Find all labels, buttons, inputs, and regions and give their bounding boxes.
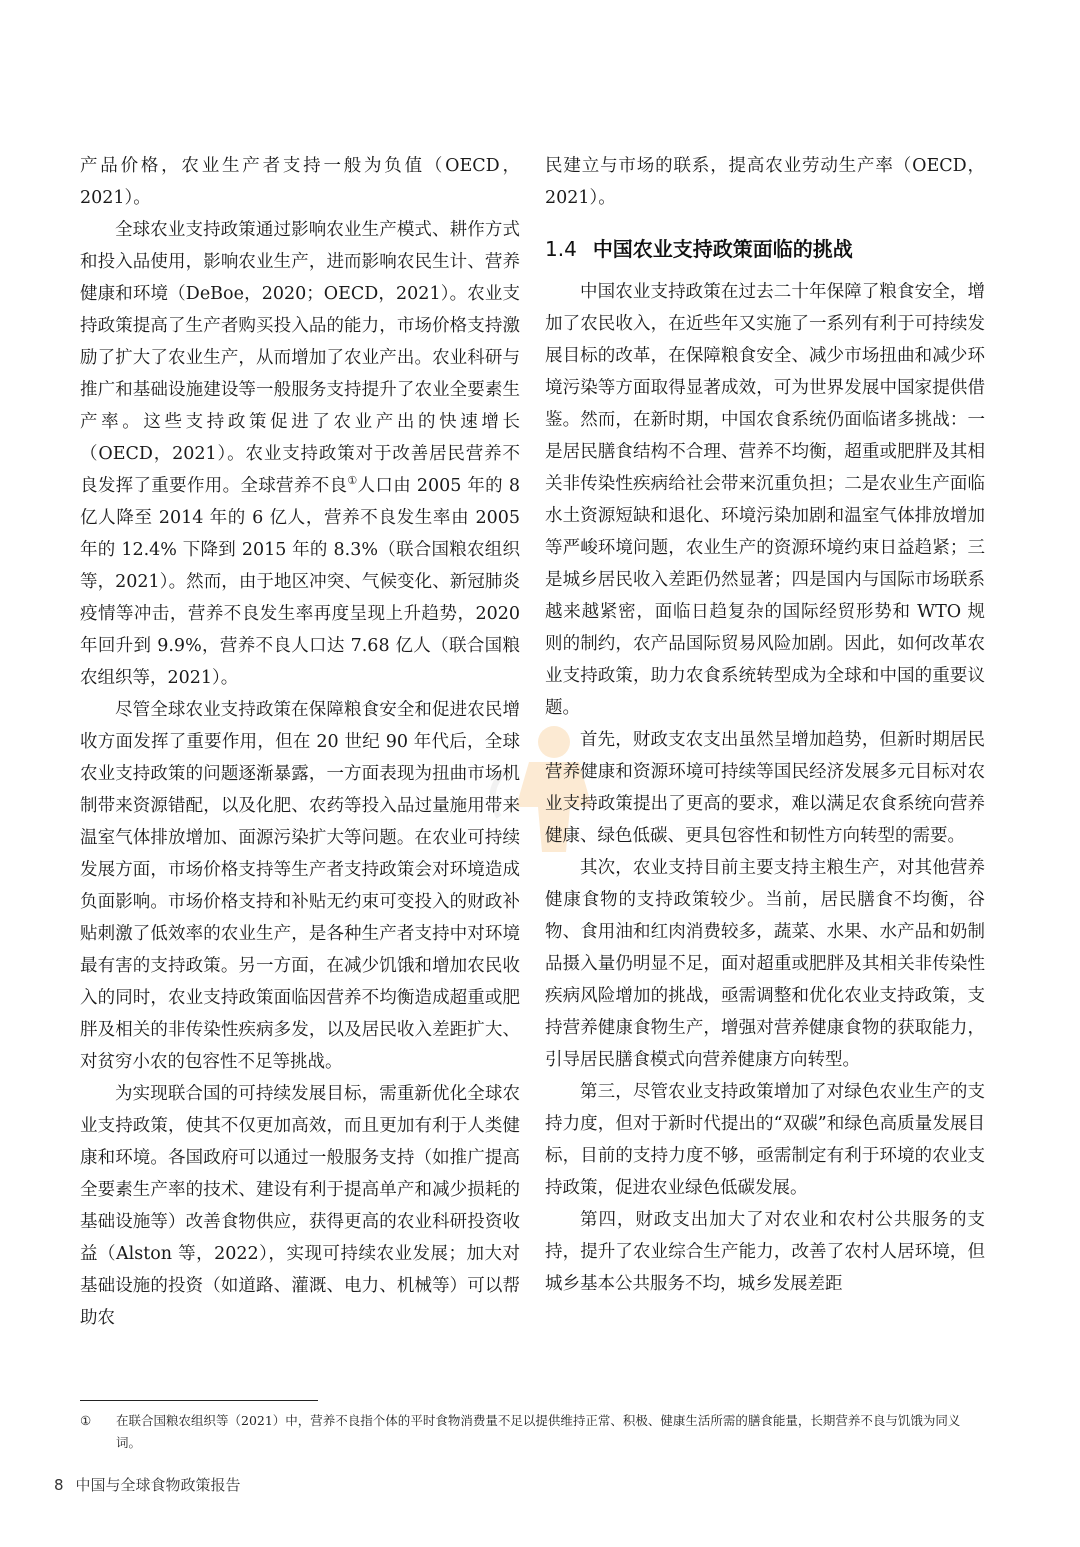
paragraph: 尽管全球农业支持政策在保障粮食安全和促进农民增收方面发挥了重要作用，但在 20 世纪 90 年代后，全球农业支持政策的问题逐渐暴露，一方面表现为扭曲市场机制带来资源错配，以及化肥、农药等投入品过量施用带来温室气体排放增加、面源污染扩大等问题。在农业可持续发展方面，市场价格支持等生产者支持政策会对环境造成负面影响。市场价格支持和补贴无约束可变投入的财政补贴刺激了低效率的农业生产，是各种生产者支持中对环境最有害的支持政策。另一方面，在减少饥饿和增加农民收入的同时，农业支持政策面临因营养不均衡造成超重或肥胖及相关的非传染性疾病多发，以及居民收入差距扩大、对贫穷小农的包容性不足等挑战。 (80, 700, 520, 1072)
left-column (80, 150, 520, 1334)
paragraph-text: 人口由 2005 年的 8 亿人降至 2014 年的 6 亿人，营养不良发生率由 2005 年的 12.4% 下降到 2015 年的 8.3%（联合国粮农组织等，2021）。然而，由于地区冲突、气候变化、新冠肺炎疫情等冲击，营养不良发生率再度呈现上升趋势，2020 年回升到 9.9%，营养不良人口达 7.68 亿人（联合国粮农组织等，2021）。 (80, 476, 520, 688)
footnote (80, 1410, 985, 1454)
section-number: 1.4 (545, 237, 577, 261)
paragraph (80, 214, 520, 694)
right-column (545, 150, 985, 1300)
paragraph: 第三，尽管农业支持政策增加了对绿色农业生产的支持力度，但对于新时代提出的“双碳”和绿色高质量发展目标，目前的支持力度不够，亟需制定有利于环境的农业支持政策，促进农业绿色低碳发展。 (545, 1082, 985, 1198)
paragraph: 中国农业支持政策在过去二十年保障了粮食安全，增加了农民收入，在近些年又实施了一系列有利于可持续发展目标的改革，在保障粮食安全、减少市场扭曲和减少环境污染等方面取得显著成效，可为世界发展中国家提供借鉴。然而，在新时期，中国农食系统仍面临诸多挑战：一是居民膳食结构不合理、营养不均衡，超重或肥胖及其相关非传染性疾病给社会带来沉重负担；二是农业生产面临水土资源短缺和退化、环境污染加剧和温室气体排放增加等严峻环境问题，农业生产的资源环境约束日益趋紧；三是城乡居民收入差距仍然显著；四是国内与国际市场联系越来越紧密，面临日趋复杂的国际经贸形势和 WTO 规则的制约，农产品国际贸易风险加剧。因此，如何改革农业支持政策，助力农食系统转型成为全球和中国的重要议题。 (545, 282, 985, 718)
section-title: 中国农业支持政策面临的挑战 (592, 237, 853, 261)
section-heading (545, 232, 985, 266)
page-number: 8 (54, 1476, 64, 1494)
paragraph: 为实现联合国的可持续发展目标，需重新优化全球农业支持政策，使其不仅更加高效，而且更加有利于人类健康和环境。各国政府可以通过一般服务支持（如推广提高全要素生产率的技术、建设有利于提高单产和减少损耗的基础设施等）改善食物供应，获得更高的农业科研投资收益（Alston 等，2022），实现可持续农业发展；加大对基础设施的投资（如道路、灌溉、电力、机械等）可以帮助农 (80, 1084, 520, 1328)
footnote-divider (80, 1400, 318, 1401)
paragraph: 民建立与市场的联系，提高农业劳动生产率（OECD，2021）。 (545, 156, 985, 208)
footnote-text: 在联合国粮农组织等（2021）中，营养不良指个体的平时食物消费量不足以提供维持正常、积极、健康生活所需的膳食能量，长期营养不良与饥饿为同义词。 (116, 1413, 961, 1450)
paragraph: 产品价格，农业生产者支持一般为负值（OECD，2021）。 (80, 156, 520, 208)
paragraph: 首先，财政支农支出虽然呈增加趋势，但新时期居民营养健康和资源环境可持续等国民经济发展多元目标对农业支持政策提出了更高的要求，难以满足农食系统向营养健康、绿色低碳、更具包容性和韧性方向转型的需要。 (545, 730, 985, 846)
footnote-mark: ① (80, 1413, 92, 1428)
paragraph: 其次，农业支持目前主要支持主粮生产，对其他营养健康食物的支持政策较少。当前，居民膳食不均衡，谷物、食用油和红肉消费较多，蔬菜、水果、水产品和奶制品摄入量仍明显不足，面对超重或肥胖及其相关非传染性疾病风险增加的挑战，亟需调整和优化农业支持政策，支持营养健康食物生产，增强对营养健康食物的获取能力，引导居民膳食模式向营养健康方向转型。 (545, 858, 985, 1070)
page-footer (54, 1474, 241, 1495)
footnote-reference[interactable]: ① (347, 474, 358, 488)
paragraph: 第四，财政支出加大了对农业和农村公共服务的支持，提升了农业综合生产能力，改善了农村人居环境，但城乡基本公共服务不均，城乡发展差距 (545, 1210, 985, 1294)
paragraph-text: 全球农业支持政策通过影响农业生产模式、耕作方式和投入品使用，影响农业生产，进而影响农民生计、营养健康和环境（DeBoe，2020；OECD，2021）。农业支持政策提高了生产者购买投入品的能力，市场价格支持激励了扩大了农业生产，从而增加了农业产出。农业科研与推广和基础设施建设等一般服务支持提升了农业全要素生产率。这些支持政策促进了农业产出的快速增长（OECD，2021）。农业支持政策对于改善居民营养不良发挥了重要作用。全球营养不良 (80, 220, 520, 496)
report-title: 中国与全球食物政策报告 (75, 1476, 241, 1494)
